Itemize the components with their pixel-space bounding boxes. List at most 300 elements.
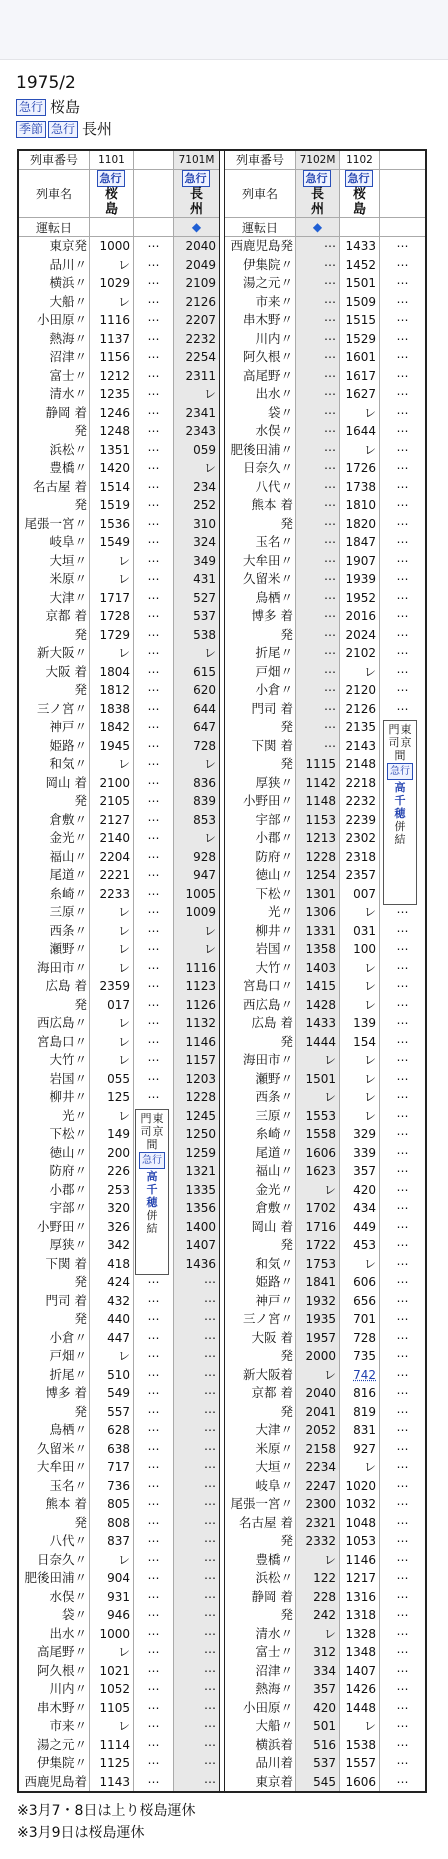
time-cell: ⋯	[379, 1310, 425, 1329]
time-cell: レ	[295, 1051, 339, 1070]
table-row	[225, 478, 425, 497]
table-row	[225, 1569, 425, 1588]
time-cell: ⋯	[173, 1680, 219, 1699]
table-row	[225, 1551, 425, 1570]
time-cell: 1519	[89, 496, 133, 515]
time-cell: レ	[89, 1643, 133, 1662]
time-cell: 1301	[295, 885, 339, 904]
time-cell: ⋯	[133, 811, 173, 830]
time-cell: ⋯	[295, 644, 339, 663]
time-cell: 2300	[295, 1495, 339, 1514]
station-name: 出水〃	[255, 386, 293, 401]
table-row	[225, 1717, 425, 1736]
time-cell: 2100	[89, 774, 133, 793]
time-cell: 735	[339, 1347, 379, 1366]
time-cell: 1000	[89, 237, 133, 256]
table-row	[225, 626, 425, 645]
station-name: 発	[74, 793, 87, 808]
table-row	[225, 1440, 425, 1459]
station-name: 串木野〃	[242, 312, 293, 327]
time-cell: ⋯	[173, 1569, 219, 1588]
time-cell: 1957	[295, 1329, 339, 1348]
time-cell: 420	[295, 1699, 339, 1718]
station-name: 川内〃	[255, 330, 293, 346]
station-name: 湯之元〃	[242, 275, 293, 290]
time-cell: 510	[89, 1366, 133, 1385]
time-cell: 1557	[339, 1754, 379, 1773]
time-cell: 253	[89, 1181, 133, 1200]
station-name: 博多 着	[45, 1385, 87, 1400]
station-name: 発	[74, 1274, 87, 1289]
time-cell: 947	[173, 866, 219, 885]
table-row	[19, 811, 219, 830]
time-cell: ⋯	[379, 533, 425, 552]
time-cell: 1048	[339, 1514, 379, 1533]
time-cell: 1403	[295, 959, 339, 978]
table-row	[225, 1458, 425, 1477]
time-cell: ⋯	[379, 1458, 425, 1477]
time-cell: ⋯	[133, 1292, 173, 1311]
note-char: 結	[394, 833, 406, 846]
time-cell: ⋯	[173, 1495, 219, 1514]
time-cell: 1820	[339, 515, 379, 534]
time-cell: ⋯	[133, 459, 173, 478]
station-name: 玉名〃	[255, 534, 293, 549]
station-name: 清水〃	[49, 386, 87, 401]
table-row	[225, 1606, 425, 1625]
station-name: 沼津〃	[255, 1662, 293, 1678]
time-cell: ⋯	[133, 1625, 173, 1644]
time-cell: 527	[173, 589, 219, 608]
time-cell: レ	[339, 1458, 379, 1477]
down-timetable	[19, 151, 219, 1791]
time-cell: レ	[173, 829, 219, 848]
time-cell: ⋯	[133, 959, 173, 978]
station-name: 鳥栖〃	[49, 1422, 87, 1437]
time-cell: 312	[295, 1643, 339, 1662]
time-cell: ⋯	[379, 1680, 425, 1699]
time-cell: 1105	[89, 1699, 133, 1718]
note-box	[383, 720, 417, 905]
time-cell: 1125	[89, 1754, 133, 1773]
time-cell: ⋯	[133, 903, 173, 922]
table-row	[225, 589, 425, 608]
time-cell: 420	[339, 1181, 379, 1200]
time-cell: 2221	[89, 866, 133, 885]
table-row	[225, 1144, 425, 1163]
table-row	[19, 404, 219, 423]
table-row	[225, 1236, 425, 1255]
time-cell: レ	[339, 663, 379, 682]
time-cell: ⋯	[379, 1236, 425, 1255]
time-cell: 2343	[173, 422, 219, 441]
time-cell: 931	[89, 1588, 133, 1607]
time-cell: レ	[173, 459, 219, 478]
table-row	[225, 330, 425, 349]
time-cell: レ	[89, 903, 133, 922]
time-cell: 320	[89, 1199, 133, 1218]
note-char: 門	[140, 1111, 152, 1125]
station-name: 大船〃	[49, 293, 87, 309]
run-day	[339, 218, 379, 236]
table-row	[225, 367, 425, 386]
table-row	[19, 1347, 219, 1366]
station-name: 肥後田浦〃	[24, 1570, 87, 1585]
station-name: 発	[280, 515, 293, 531]
time-cell: ⋯	[379, 311, 425, 330]
express-badge: 急行	[345, 170, 373, 187]
station-name: 光〃	[267, 904, 293, 919]
table-row	[225, 348, 425, 367]
time-cell: 357	[295, 1680, 339, 1699]
train-number-row	[225, 151, 425, 170]
run-day	[295, 218, 339, 236]
time-cell: ⋯	[133, 848, 173, 867]
table-row	[19, 1736, 219, 1755]
time-cell: 1428	[295, 996, 339, 1015]
train-name	[97, 170, 127, 217]
time-cell: ⋯	[379, 1051, 425, 1070]
connecting-train	[147, 1170, 158, 1209]
time-cell: 1444	[295, 1033, 339, 1052]
table-row	[19, 589, 219, 608]
time-cell: ⋯	[133, 552, 173, 571]
table-row	[225, 1699, 425, 1718]
time-cell: 1248	[89, 422, 133, 441]
station-name: 発	[74, 423, 87, 438]
table-row	[225, 903, 425, 922]
time-cell: 1939	[339, 570, 379, 589]
time-cell: 2254	[173, 348, 219, 367]
station-name: 福山〃	[49, 848, 87, 864]
station-name: 沼津〃	[49, 349, 87, 364]
time-cell: 1213	[295, 829, 339, 848]
time-cell: ⋯	[173, 1329, 219, 1348]
table-row	[19, 478, 219, 497]
time-cell: ⋯	[295, 718, 339, 737]
station-name: 小田原〃	[36, 312, 87, 327]
time-cell: ⋯	[379, 1273, 425, 1292]
station-name: 大牟田〃	[242, 552, 293, 568]
station-name: 八代〃	[49, 1533, 87, 1548]
station-name: 三ノ宮〃	[242, 1311, 293, 1326]
time-cell: ⋯	[133, 515, 173, 534]
table-row	[225, 1181, 425, 1200]
table-row	[19, 496, 219, 515]
time-cell: レ	[89, 755, 133, 774]
time-cell: ⋯	[379, 552, 425, 571]
time-cell: 2359	[89, 977, 133, 996]
time-cell: レ	[89, 922, 133, 941]
time-cell: ⋯	[379, 404, 425, 423]
time-cell: 2016	[339, 607, 379, 626]
station-name: 大垣〃	[49, 552, 87, 568]
note-char: 司	[140, 1124, 152, 1138]
table-row	[225, 940, 425, 959]
time-cell: ⋯	[133, 866, 173, 885]
time-cell: ⋯	[133, 1384, 173, 1403]
train-name-cell	[133, 170, 173, 218]
time-cell: ⋯	[379, 607, 425, 626]
time-cell: ⋯	[379, 1329, 425, 1348]
time-cell: 928	[173, 848, 219, 867]
time-cell: ⋯	[295, 607, 339, 626]
run-day-label: 運転日	[241, 220, 278, 235]
station-name: 新大阪〃	[36, 645, 87, 660]
table-row	[19, 644, 219, 663]
table-row	[225, 1662, 425, 1681]
time-cell: ⋯	[133, 1051, 173, 1070]
note-route	[389, 723, 412, 749]
station-name: 柳井〃	[49, 1089, 87, 1104]
table-row	[225, 1366, 425, 1385]
time-cell: ⋯	[133, 1569, 173, 1588]
time-cell: レ	[89, 1717, 133, 1736]
time-cell: 1331	[295, 922, 339, 941]
table-row	[225, 977, 425, 996]
time-cell: 819	[339, 1403, 379, 1422]
time-cell: ⋯	[379, 1421, 425, 1440]
time-cell: ⋯	[379, 681, 425, 700]
time-cell: ⋯	[133, 1440, 173, 1459]
station-name: 岡山 着	[45, 774, 87, 790]
time-cell: 1146	[339, 1551, 379, 1570]
table-row	[19, 552, 219, 571]
station-name: 瀬野〃	[49, 941, 87, 956]
station-name: 下松〃	[49, 1126, 87, 1141]
table-row	[19, 1717, 219, 1736]
time-cell: 620	[173, 681, 219, 700]
time-cell: ⋯	[379, 570, 425, 589]
station-name: 戸畑〃	[255, 663, 293, 679]
time-cell: 2024	[339, 626, 379, 645]
station-name: 和気〃	[49, 756, 87, 771]
time-cell: レ	[295, 1625, 339, 1644]
train-name-cell	[339, 170, 379, 218]
table-row	[19, 755, 219, 774]
time-cell: 808	[89, 1514, 133, 1533]
table-row	[225, 1199, 425, 1218]
time-cell: 1142	[295, 774, 339, 793]
time-cell: 1020	[339, 1477, 379, 1496]
time-cell: 2232	[339, 792, 379, 811]
time-cell: 453	[339, 1236, 379, 1255]
time-cell: 1407	[173, 1236, 219, 1255]
time-cell: レ	[89, 1107, 133, 1126]
time-cell: ⋯	[379, 515, 425, 534]
station-name: 大津〃	[255, 1422, 293, 1437]
time-cell: レ	[89, 644, 133, 663]
table-row	[19, 607, 219, 626]
time-cell: 424	[89, 1273, 133, 1292]
time-cell: 1358	[295, 940, 339, 959]
time-cell: 1415	[295, 977, 339, 996]
time-cell: 2302	[339, 829, 379, 848]
station-name: 糸崎〃	[49, 885, 87, 901]
time-cell: ⋯	[133, 1680, 173, 1699]
table-row	[225, 256, 425, 275]
time-cell: ⋯	[379, 1773, 425, 1792]
time-cell: ⋯	[133, 496, 173, 515]
table-row	[225, 1255, 425, 1274]
time-cell: レ	[339, 441, 379, 460]
time-cell: ⋯	[295, 552, 339, 571]
time-cell: ⋯	[379, 1070, 425, 1089]
time-cell: 234	[173, 478, 219, 497]
time-cell: 440	[89, 1310, 133, 1329]
time-cell: 329	[339, 1125, 379, 1144]
time-cell: 2357	[339, 866, 379, 885]
time-cell: 1841	[295, 1273, 339, 1292]
time-cell: 2218	[339, 774, 379, 793]
time-cell: 1606	[339, 1773, 379, 1792]
time-cell: 1627	[339, 385, 379, 404]
station-name: 名古屋 着	[239, 1514, 293, 1530]
time-cell: 1847	[339, 533, 379, 552]
time-cell: 742	[339, 1366, 379, 1385]
time-cell: 2247	[295, 1477, 339, 1496]
table-row	[225, 1384, 425, 1403]
note-char: 京	[400, 736, 412, 749]
table-row	[19, 626, 219, 645]
station-name: 宮島口〃	[36, 1033, 87, 1049]
time-cell: 2041	[295, 1403, 339, 1422]
time-cell: ⋯	[379, 348, 425, 367]
time-cell: 149	[89, 1125, 133, 1144]
station-name: 尾道〃	[255, 1144, 293, 1160]
station-name: 八代〃	[255, 478, 293, 494]
table-row	[19, 515, 219, 534]
time-cell: ⋯	[133, 737, 173, 756]
time-cell: ⋯	[295, 404, 339, 423]
time-cell: ⋯	[173, 1532, 219, 1551]
station-name: 伊集院〃	[242, 256, 293, 272]
table-row	[19, 1551, 219, 1570]
time-cell: ⋯	[295, 441, 339, 460]
station-name: 品川着	[255, 1755, 293, 1770]
station-name: 浜松〃	[49, 441, 87, 457]
table-row	[225, 459, 425, 478]
station-name: 大竹〃	[255, 959, 293, 975]
time-cell: 927	[339, 1440, 379, 1459]
table-row	[19, 1255, 219, 1274]
table-row	[19, 1495, 219, 1514]
time-cell: 017	[89, 996, 133, 1015]
time-cell: ⋯	[173, 1403, 219, 1422]
footnotes	[17, 1800, 195, 1844]
time-cell: ⋯	[133, 1532, 173, 1551]
time-cell: 1549	[89, 533, 133, 552]
time-cell: ⋯	[133, 1699, 173, 1718]
run-day-label: 運転日	[35, 220, 72, 235]
train-name-char: 桜	[104, 187, 118, 202]
station-name: 富士〃	[49, 367, 87, 383]
time-cell: 2232	[173, 330, 219, 349]
time-cell: 537	[295, 1754, 339, 1773]
train-name	[303, 170, 333, 217]
station-name: 西条〃	[49, 922, 87, 938]
table-row	[225, 1125, 425, 1144]
time-cell: 1132	[173, 1014, 219, 1033]
time-cell: ⋯	[133, 570, 173, 589]
table-row	[19, 848, 219, 867]
time-cell: ⋯	[379, 644, 425, 663]
station-name: 下松〃	[255, 885, 293, 901]
time-cell: ⋯	[133, 1273, 173, 1292]
time-cell: 2040	[173, 237, 219, 256]
time-cell: 122	[295, 1569, 339, 1588]
station-name: 横浜着	[255, 1736, 293, 1752]
station-name: 小田原〃	[242, 1699, 293, 1715]
time-cell: ⋯	[295, 293, 339, 312]
time-cell: 2148	[339, 755, 379, 774]
time-cell: 200	[89, 1144, 133, 1163]
time-cell: ⋯	[173, 1717, 219, 1736]
table-row	[19, 1643, 219, 1662]
time-cell: ⋯	[133, 367, 173, 386]
table-row	[19, 977, 219, 996]
train-number: 7102M	[295, 151, 339, 169]
table-row	[19, 1514, 219, 1533]
time-cell: ⋯	[173, 1606, 219, 1625]
table-row	[19, 1014, 219, 1033]
time-cell: ⋯	[173, 1292, 219, 1311]
time-cell: 1053	[339, 1532, 379, 1551]
station-name: 西広島〃	[242, 996, 293, 1012]
station-name: 伊集院〃	[36, 1755, 87, 1770]
time-cell: 418	[89, 1255, 133, 1274]
train-name-char: 島	[104, 202, 118, 217]
station-name: 大竹〃	[49, 1052, 87, 1067]
table-row	[19, 459, 219, 478]
station-name: 発	[74, 497, 87, 512]
time-cell: ⋯	[173, 1440, 219, 1459]
station-name: 西鹿児島着	[24, 1773, 87, 1789]
table-row	[19, 737, 219, 756]
time-cell: 736	[89, 1477, 133, 1496]
time-cell: ⋯	[379, 663, 425, 682]
note-combined	[147, 1209, 158, 1235]
time-cell: 628	[89, 1421, 133, 1440]
time-cell: ⋯	[173, 1699, 219, 1718]
time-cell: 1217	[339, 1569, 379, 1588]
time-cell: 324	[173, 533, 219, 552]
time-cell: 1810	[339, 496, 379, 515]
note-route	[141, 1112, 164, 1138]
time-cell: ⋯	[379, 903, 425, 922]
station-name: 串木野〃	[36, 1699, 87, 1715]
station-name: 徳山〃	[49, 1144, 87, 1160]
time-cell: 2332	[295, 1532, 339, 1551]
station-name: 大垣〃	[255, 1459, 293, 1474]
note-char: 司	[388, 736, 400, 749]
table-row	[19, 718, 219, 737]
time-cell: 2000	[295, 1347, 339, 1366]
time-cell: 1728	[89, 607, 133, 626]
time-cell: ⋯	[379, 1255, 425, 1274]
table-row	[225, 404, 425, 423]
station-name: 阿久根〃	[36, 1662, 87, 1678]
time-cell: ⋯	[379, 700, 425, 719]
station-name: 熊本 着	[251, 497, 293, 512]
station-name: 宮島口〃	[242, 978, 293, 993]
train-name-label: 列車名	[35, 187, 72, 201]
time-cell: 242	[295, 1606, 339, 1625]
table-row	[225, 1310, 425, 1329]
table-row	[19, 1662, 219, 1681]
time-cell: 1623	[295, 1162, 339, 1181]
time-cell: ⋯	[379, 367, 425, 386]
